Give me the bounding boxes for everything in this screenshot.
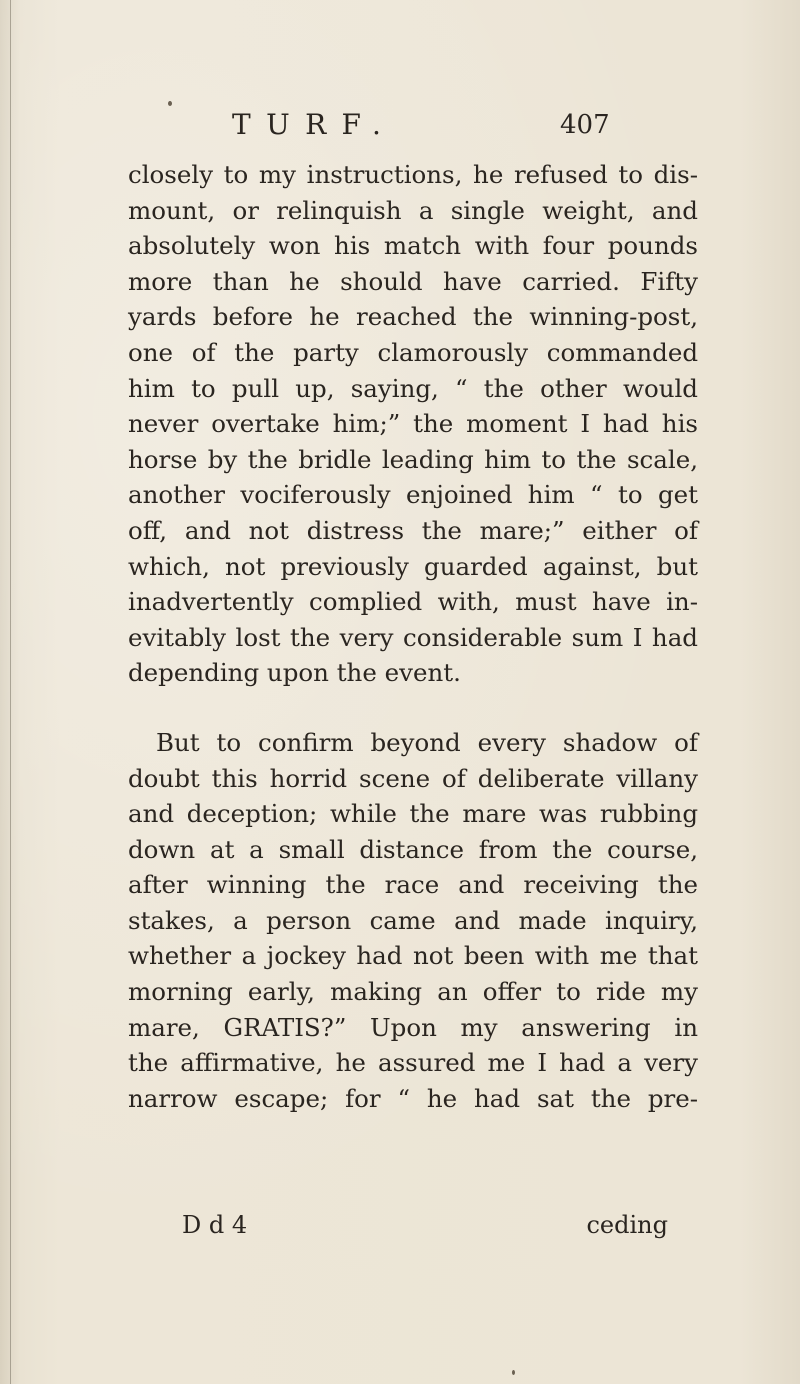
paper-speck [512,1370,515,1375]
text-line: But to confirm beyond every shadow of [156,727,698,757]
text-line: after winning the race and receiving the [128,870,698,900]
text-line: him to pull up, saying, “ the other would [128,373,698,403]
text-line: mare, GRATIS?” Upon my answering in [128,1012,698,1042]
running-head: TURF. [232,108,397,141]
text-line: mount, or relinquish a single weight, and [128,195,698,225]
text-line: which, not previously guarded against, but [128,551,698,581]
text-line: inadvertently complied with, must have in- [128,587,698,617]
text-line: off, and not distress the mare;” either of [128,515,698,545]
text-line: and deception; while the mare was rubbing [128,799,698,829]
text-line: another vociferously enjoined him “ to get [128,480,698,510]
paragraph-1 [128,157,698,691]
text-line: never overtake him;” the moment I had his [128,409,698,439]
text-line: horse by the bridle leading him to the scale, [128,444,698,474]
text-line: evitably lost the very considerable sum I had [128,622,698,652]
paragraph-2 [128,725,698,1117]
text-line: morning early, making an offer to ride my [128,977,698,1007]
body-text [128,157,698,1116]
signature-mark: D d 4 [182,1211,248,1239]
text-line: stakes, a person came and made inquiry, [128,905,698,935]
text-line: narrow escape; for “ he had sat the pre- [128,1083,698,1113]
paper-speck [168,101,172,106]
page-header [0,100,800,150]
catchword: ceding [586,1211,668,1239]
page-footer [182,1207,668,1243]
text-line: the affirmative, he assured me I had a very [128,1048,698,1078]
text-line: doubt this horrid scene of deliberate villany [128,763,698,793]
text-line: absolutely won his match with four pounds [128,231,698,261]
text-line: yards before he reached the winning-post, [128,302,698,332]
text-line: closely to my instructions, he refused to dis- [128,160,698,189]
page-gutter-edge [10,0,11,1384]
text-line: depending upon the event. [128,658,461,688]
text-line: more than he should have carried. Fifty [128,266,698,296]
paragraph-spacer [128,691,698,725]
text-line: one of the party clamorously commanded [128,337,698,367]
text-line: down at a small distance from the course, [128,834,698,864]
page-number: 407 [560,110,610,140]
text-line: whether a jockey had not been with me that [128,941,698,971]
